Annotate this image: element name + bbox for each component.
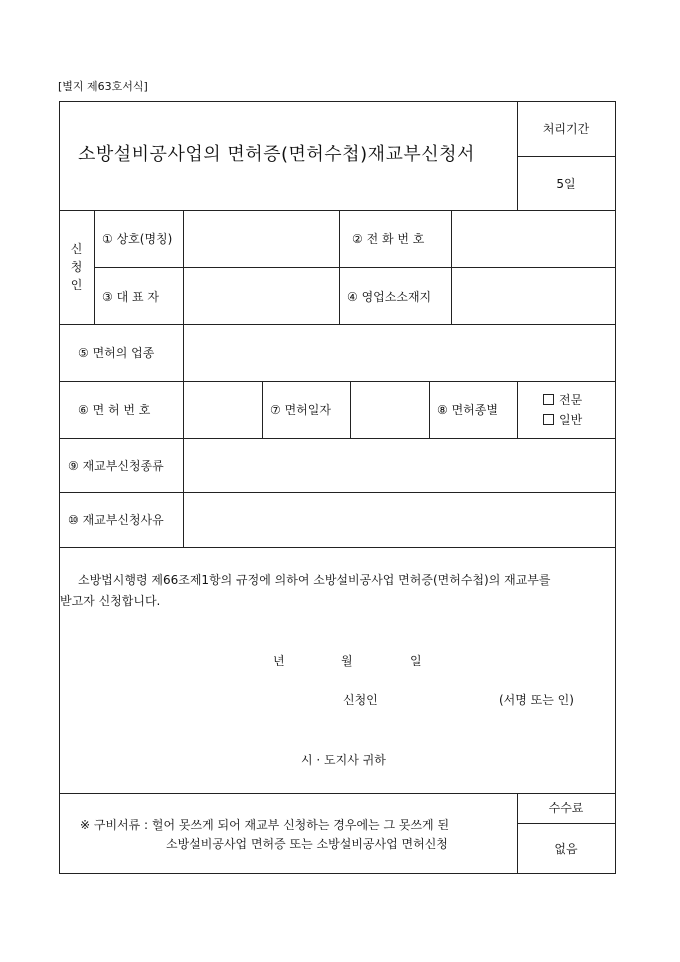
license-date-field[interactable] xyxy=(351,382,429,438)
frame-top xyxy=(59,101,616,102)
applicant-signature-label: 신청인 xyxy=(343,693,378,707)
license-date-label: ⑦ 면허일자 xyxy=(270,403,331,417)
documents-line-2: 소방설비공사업 면허증 또는 소방설비공사업 면허신청 xyxy=(166,837,448,851)
form-title: 소방설비공사업의 면허증(면허수첩)재교부신청서 xyxy=(78,144,475,165)
signature-hint: (서명 또는 인) xyxy=(499,693,574,707)
applicant-side-label: 신 청 인 xyxy=(70,242,83,292)
date-day-label: 일 xyxy=(410,654,422,668)
option-general[interactable]: 일반 xyxy=(543,413,582,427)
processing-value: 5일 xyxy=(556,177,576,191)
statement-line-1: 소방법시행령 제66조제1항의 규정에 의하여 소방설비공사업 면허증(면허수첩)의 재교부를 xyxy=(78,573,551,587)
frame-bottom xyxy=(59,873,616,874)
checkbox-icon xyxy=(543,414,554,425)
checkbox-icon xyxy=(543,394,554,405)
license-number-label: ⑥ 면 허 번 호 xyxy=(78,403,151,417)
statement-line-2: 받고자 신청합니다. xyxy=(60,594,161,608)
date-year-label: 년 xyxy=(273,654,285,668)
name-field[interactable] xyxy=(184,211,339,267)
representative-label: ③ 대 표 자 xyxy=(102,290,159,304)
reissue-reason-field[interactable] xyxy=(184,493,615,547)
address-label: ④ 영업소소재지 xyxy=(347,290,432,304)
name-label: ① 상호(명칭) xyxy=(102,232,173,246)
date-month-label: 월 xyxy=(341,654,353,668)
phone-field[interactable] xyxy=(452,211,615,267)
signature-field[interactable] xyxy=(390,688,490,710)
license-type-label: ⑤ 면허의 업종 xyxy=(78,346,155,360)
fee-value: 없음 xyxy=(554,842,578,856)
license-number-field[interactable] xyxy=(184,382,262,438)
reissue-type-label: ⑨ 재교부신청종류 xyxy=(68,459,164,473)
documents-line-1: ※ 구비서류 : 헐어 못쓰게 되어 재교부 신청하는 경우에는 그 못쓰게 된 xyxy=(80,818,450,832)
frame-right xyxy=(615,101,616,874)
address-field[interactable] xyxy=(452,268,615,324)
phone-label: ② 전 화 번 호 xyxy=(352,232,425,246)
option-specialist[interactable]: 전문 xyxy=(543,393,582,407)
license-kind-label: ⑧ 면허종별 xyxy=(437,403,498,417)
reissue-reason-label: ⑩ 재교부신청사유 xyxy=(68,513,164,527)
license-type-field[interactable] xyxy=(184,325,615,381)
reissue-type-field[interactable] xyxy=(184,439,615,492)
processing-label: 처리기간 xyxy=(542,122,590,136)
fee-label: 수수료 xyxy=(548,801,584,815)
representative-field[interactable] xyxy=(184,268,339,324)
frame-left xyxy=(59,101,60,874)
form-code: [별지 제63호서식] xyxy=(58,80,148,93)
addressee: 시 · 도지사 귀하 xyxy=(301,753,386,767)
